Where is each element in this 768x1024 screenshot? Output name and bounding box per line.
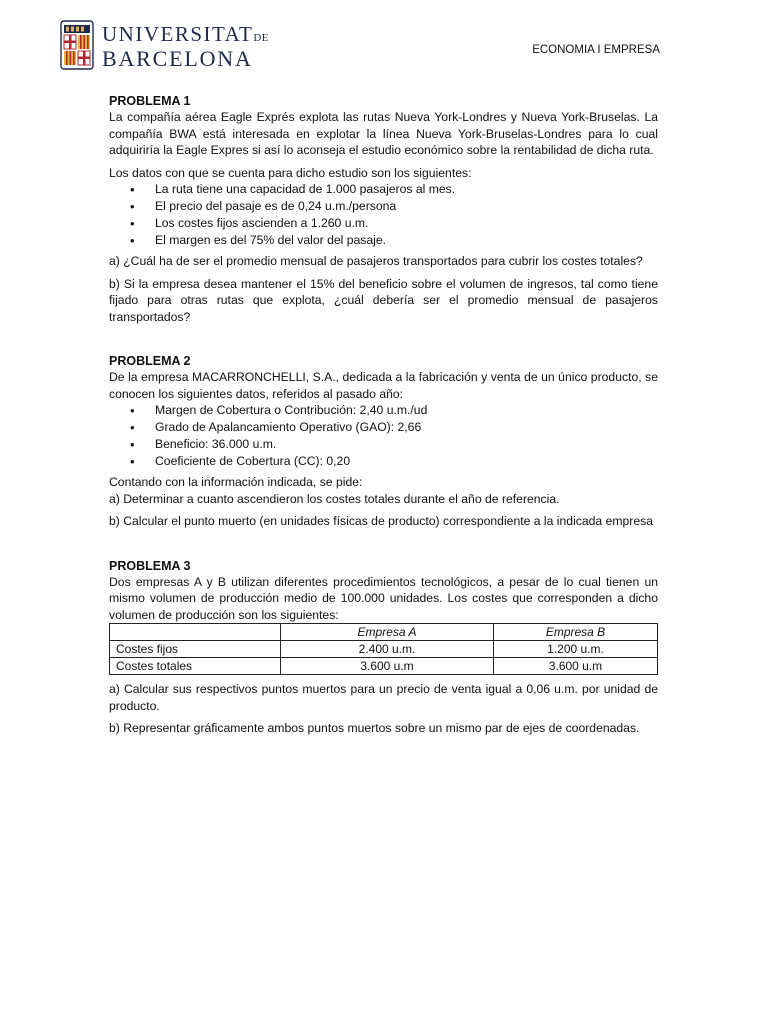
data-list — [109, 181, 658, 249]
table-header-cell — [110, 624, 281, 641]
problem-intro: Dos empresas A y B utilizan diferentes procedimientos tecnológicos, a pesar de lo cual tienen un mismo volumen de producción medio de 100.000 unidades. Los costes que corresponden a dicho volumen de producción son los siguientes: — [109, 574, 658, 622]
table-header-row — [110, 624, 658, 641]
list-item: • La ruta tiene una capacidad de 1.000 pasajeros al mes. — [155, 181, 658, 198]
list-item: • Coeficiente de Cobertura (CC): 0,20 — [155, 453, 658, 470]
course-title: ECONOMIA I EMPRESA — [532, 44, 660, 56]
request-text: Contando con la información indicada, se pide: — [109, 475, 363, 489]
list-item: • Margen de Cobertura o Contribución: 2,40 u.m./ud — [155, 402, 658, 419]
problem-intro: La compañía aérea Eagle Exprés explota las rutas Nueva York-Londres y Nueva York-Bruselas. La compañía BWA está interesada en explotar la línea Nueva York-Bruselas-Londres para lo cual adquiriría la Eagle Expres si así lo aconseja el estudio económico sobre la rentabilidad de dicha ruta. — [109, 110, 658, 157]
table-cell: Costes fijos — [110, 641, 281, 658]
table-cell: 1.200 u.m. — [494, 641, 658, 658]
page-header — [60, 18, 660, 78]
table-cell: 3.600 u.m — [494, 658, 658, 675]
question-b: b) Representar gráficamente ambos puntos muertos sobre un mismo par de ejes de coordenadas. — [109, 721, 640, 735]
list-item: • Beneficio: 36.000 u.m. — [155, 436, 658, 453]
costs-table — [109, 623, 658, 675]
table-cell: 2.400 u.m. — [281, 641, 494, 658]
list-item: • El precio del pasaje es de 0,24 u.m./persona — [155, 198, 658, 215]
problem-2 — [109, 353, 658, 530]
data-list — [109, 402, 658, 470]
table-row — [110, 641, 658, 658]
university-logo — [60, 18, 270, 74]
question-a: a) ¿Cuál ha de ser el promedio mensual de pasajeros transportados para cubrir los costes totales? — [109, 254, 643, 268]
problem-title: PROBLEMA 1 — [109, 94, 191, 108]
question-b: b) Calcular el punto muerto (en unidades físicas de producto) correspondiente a la indicada empresa — [109, 514, 654, 528]
problem-title: PROBLEMA 2 — [109, 354, 191, 368]
logo-text-universitat: UNIVERSITATDE — [102, 22, 269, 46]
table-cell: Costes totales — [110, 658, 281, 675]
list-item: • Los costes fijos ascienden a 1.260 u.m. — [155, 215, 658, 232]
table-row — [110, 658, 658, 675]
document-body — [109, 93, 658, 743]
problem-title: PROBLEMA 3 — [109, 558, 191, 573]
question-a: a) Determinar a cuanto ascendieron los costes totales durante el año de referencia. — [109, 491, 560, 506]
problem-intro: De la empresa MACARRONCHELLI, S.A., dedicada a la fabricación y venta de un único producto, se conocen los siguientes datos, referidos al pasado año: — [109, 370, 658, 401]
logo-text-barcelona: BARCELONA — [102, 46, 253, 71]
data-intro: Los datos con que se cuenta para dicho estudio son los siguientes: — [109, 165, 472, 180]
question-a: a) Calcular sus respectivos puntos muertos para un precio de venta igual a 0,06 u.m. por unidad de producto. — [109, 682, 658, 713]
list-item: • El margen es del 75% del valor del pasaje. — [155, 232, 658, 249]
table-header-cell: Empresa B — [494, 624, 658, 641]
problem-3 — [109, 558, 658, 737]
table-header-cell: Empresa A — [281, 624, 494, 641]
problem-1 — [109, 93, 658, 325]
university-shield-icon — [60, 20, 94, 70]
question-b: b) Si la empresa desea mantener el 15% del beneficio sobre el volumen de ingresos, tal como tiene fijado para otras rutas que explota, ¿cuál debería ser el promedio mensual de pasajeros transportados? — [109, 276, 658, 324]
list-item: • Grado de Apalancamiento Operativo (GAO): 2,66 — [155, 419, 658, 436]
table-cell: 3.600 u.m — [281, 658, 494, 675]
